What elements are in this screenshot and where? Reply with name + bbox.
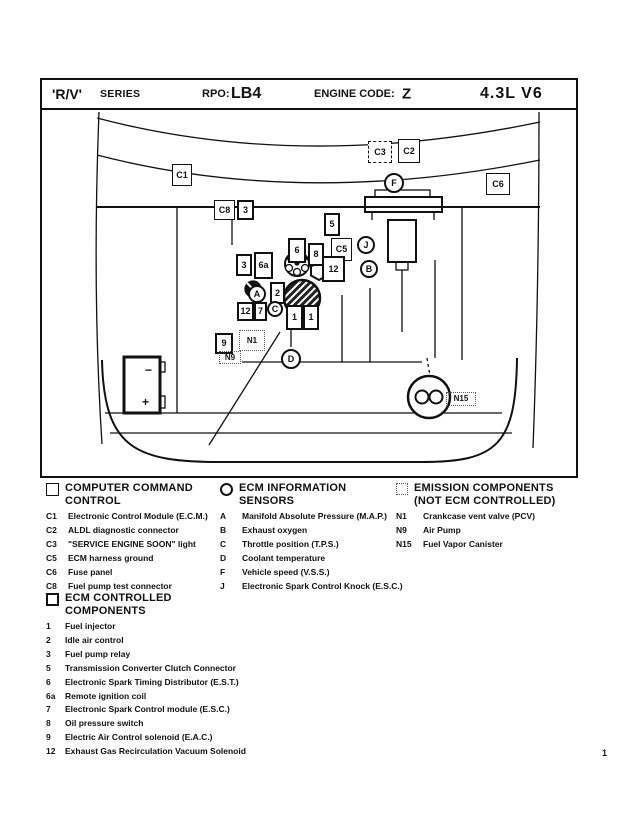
item-code: N9 bbox=[396, 525, 407, 536]
marker-n9: N9 bbox=[219, 351, 241, 364]
item-code: 1 bbox=[46, 621, 51, 632]
item-code: C1 bbox=[46, 511, 57, 522]
item-desc: Electric Air Control solenoid (E.A.C.) bbox=[65, 732, 213, 743]
marker-9: 9 bbox=[215, 333, 233, 354]
item-desc: Fuel Vapor Canister bbox=[423, 538, 503, 549]
marker-n1: N1 bbox=[239, 330, 265, 351]
engine-code-label: ENGINE CODE: bbox=[314, 88, 395, 100]
marker-n15: N15 bbox=[446, 392, 476, 406]
marker-12: 12 bbox=[322, 256, 345, 282]
legend-title bbox=[239, 482, 346, 507]
legend-item bbox=[46, 568, 226, 577]
legend-title-line1: COMPUTER COMMAND bbox=[65, 482, 193, 494]
item-desc: Electronic Spark Control module (E.S.C.) bbox=[65, 704, 230, 715]
item-desc: Exhaust Gas Recirculation Vacuum Solenoid bbox=[65, 745, 246, 756]
marker-c1: C1 bbox=[172, 164, 192, 186]
legend-item bbox=[46, 526, 226, 535]
item-code: N1 bbox=[396, 511, 407, 522]
item-code: J bbox=[220, 580, 225, 591]
item-code: C3 bbox=[46, 538, 57, 549]
item-code: 7 bbox=[46, 704, 51, 715]
marker-6a: 6a bbox=[254, 252, 273, 279]
legend-title-line1: ECM CONTROLLED bbox=[65, 592, 172, 604]
circle-outline-icon bbox=[220, 483, 233, 496]
marker-b: B bbox=[360, 260, 378, 278]
item-desc: Fuel pump test connector bbox=[68, 580, 172, 591]
item-code: 9 bbox=[46, 732, 51, 743]
item-desc: ALDL diagnostic connector bbox=[68, 525, 179, 536]
marker-7: 7 bbox=[254, 302, 267, 321]
marker-6: 6 bbox=[288, 238, 306, 263]
legend-item bbox=[46, 705, 326, 714]
legend-item bbox=[220, 568, 400, 577]
item-code: 6 bbox=[46, 676, 51, 687]
legend-item bbox=[46, 692, 326, 701]
item-code: 5 bbox=[46, 662, 51, 673]
series-suffix: SERIES bbox=[100, 88, 141, 100]
item-desc: Electronic Spark Timing Distributor (E.S.T.) bbox=[65, 676, 239, 687]
legend-title-line2: (NOT ECM CONTROLLED) bbox=[414, 494, 556, 507]
item-code: F bbox=[220, 566, 226, 577]
legend-item bbox=[220, 554, 400, 563]
marker-c3: C3 bbox=[368, 141, 392, 163]
legend-header bbox=[46, 482, 226, 507]
legend-title-line2: SENSORS bbox=[239, 494, 295, 507]
item-code: B bbox=[220, 525, 227, 536]
engine-size: 4.3L V6 bbox=[480, 85, 543, 102]
marker-c6: C6 bbox=[486, 173, 510, 195]
item-desc: Transmission Converter Clutch Connector bbox=[65, 662, 236, 673]
legend-item bbox=[220, 580, 403, 591]
legend-item bbox=[46, 678, 326, 687]
item-desc: Remote ignition coil bbox=[65, 690, 147, 701]
legend-header bbox=[396, 482, 596, 507]
legend-item bbox=[220, 512, 400, 521]
item-desc: Fuel injector bbox=[65, 621, 116, 632]
marker-c: C bbox=[267, 301, 283, 317]
legend-item bbox=[46, 512, 226, 521]
item-desc: Coolant temperature bbox=[242, 552, 326, 563]
legend-item bbox=[396, 512, 596, 521]
engine-code-value: Z bbox=[402, 85, 412, 103]
legend-title-line1: EMISSION COMPONENTS bbox=[414, 482, 554, 494]
legend-item bbox=[220, 526, 400, 535]
item-code: A bbox=[220, 511, 227, 522]
legend-title-line2: CONTROL bbox=[65, 494, 121, 507]
legend-item bbox=[46, 582, 226, 591]
battery-plus-terminal: + bbox=[142, 395, 150, 409]
title-bar bbox=[42, 80, 576, 110]
item-code: C6 bbox=[46, 566, 57, 577]
marker-3-coil: 3 bbox=[236, 254, 252, 276]
legend-title bbox=[65, 592, 172, 617]
item-code: 12 bbox=[46, 745, 56, 756]
item-desc: ECM harness ground bbox=[68, 552, 154, 563]
marker-j: J bbox=[357, 236, 375, 254]
marker-2: 2 bbox=[270, 282, 285, 304]
engine-bay-line-art bbox=[42, 110, 576, 474]
item-code: C bbox=[220, 538, 227, 549]
item-code: 3 bbox=[46, 648, 51, 659]
item-code: 8 bbox=[46, 718, 51, 729]
rpo-label: RPO: bbox=[202, 88, 230, 100]
legend-item bbox=[46, 554, 226, 563]
marker-3-firewall: 3 bbox=[237, 200, 254, 220]
legend-item bbox=[46, 622, 326, 631]
rpo-value: LB4 bbox=[231, 85, 262, 102]
item-desc: Electronic Control Module (E.C.M.) bbox=[68, 511, 208, 522]
marker-d: D bbox=[281, 349, 301, 369]
legend-item bbox=[46, 650, 326, 659]
legend-title-line1: ECM INFORMATION bbox=[239, 482, 347, 494]
item-code: N15 bbox=[396, 538, 412, 549]
marker-c5: C5 bbox=[331, 238, 352, 261]
legend-header bbox=[46, 592, 326, 617]
page-number: 1 bbox=[602, 748, 608, 758]
marker-c2: C2 bbox=[398, 139, 420, 163]
marker-1b: 1 bbox=[303, 305, 319, 330]
item-desc: Exhaust oxygen bbox=[242, 525, 308, 536]
marker-a: A bbox=[248, 285, 266, 303]
item-desc: Fuel pump relay bbox=[65, 648, 131, 659]
legend-item bbox=[46, 664, 326, 673]
item-code: C8 bbox=[46, 580, 57, 591]
legend-item bbox=[46, 636, 326, 645]
item-code: C5 bbox=[46, 552, 57, 563]
item-desc: Throttle position (T.P.S.) bbox=[242, 538, 339, 549]
marker-c8: C8 bbox=[214, 200, 235, 220]
legend-ecm-controlled-components bbox=[46, 592, 326, 761]
item-desc: Vehicle speed (V.S.S.) bbox=[242, 566, 330, 577]
legend-item bbox=[46, 540, 226, 549]
item-desc: Idle air control bbox=[65, 635, 124, 646]
item-code: D bbox=[220, 552, 227, 563]
square-dotted-icon bbox=[396, 483, 408, 495]
item-desc: Manifold Absolute Pressure (M.A.P.) bbox=[242, 511, 387, 522]
component-locator-panel bbox=[40, 78, 578, 478]
marker-12b: 12 bbox=[237, 302, 254, 321]
legend-title bbox=[65, 482, 193, 507]
legend-header bbox=[220, 482, 400, 507]
battery-minus-terminal: − bbox=[145, 363, 153, 377]
item-desc: "SERVICE ENGINE SOON" light bbox=[68, 538, 196, 549]
legend-item bbox=[46, 747, 326, 756]
legend-title bbox=[414, 482, 555, 507]
marker-8: 8 bbox=[308, 243, 324, 266]
item-desc: Oil pressure switch bbox=[65, 718, 144, 729]
marker-f: F bbox=[384, 173, 404, 193]
series-name: 'R/V' bbox=[52, 86, 82, 102]
item-desc: Electronic Spark Control Knock (E.S.C.) bbox=[242, 580, 403, 591]
item-desc: Fuse panel bbox=[68, 566, 113, 577]
legend-item bbox=[220, 540, 400, 549]
legend-item bbox=[46, 719, 326, 728]
legend-item bbox=[396, 526, 596, 535]
item-code: C2 bbox=[46, 525, 57, 536]
marker-1a: 1 bbox=[286, 305, 303, 330]
item-code: 2 bbox=[46, 635, 51, 646]
legend-computer-command-control bbox=[46, 482, 226, 595]
square-outline-icon bbox=[46, 483, 59, 496]
legend-item bbox=[396, 540, 596, 549]
square-bold-icon bbox=[46, 593, 59, 606]
marker-5: 5 bbox=[324, 213, 340, 236]
item-code: 6a bbox=[46, 690, 56, 701]
legend-title-line2: COMPONENTS bbox=[65, 604, 146, 617]
legend-emission-components bbox=[396, 482, 596, 554]
item-desc: Crankcase vent valve (PCV) bbox=[423, 511, 535, 522]
item-desc: Air Pump bbox=[423, 525, 461, 536]
legend-item bbox=[46, 733, 326, 742]
